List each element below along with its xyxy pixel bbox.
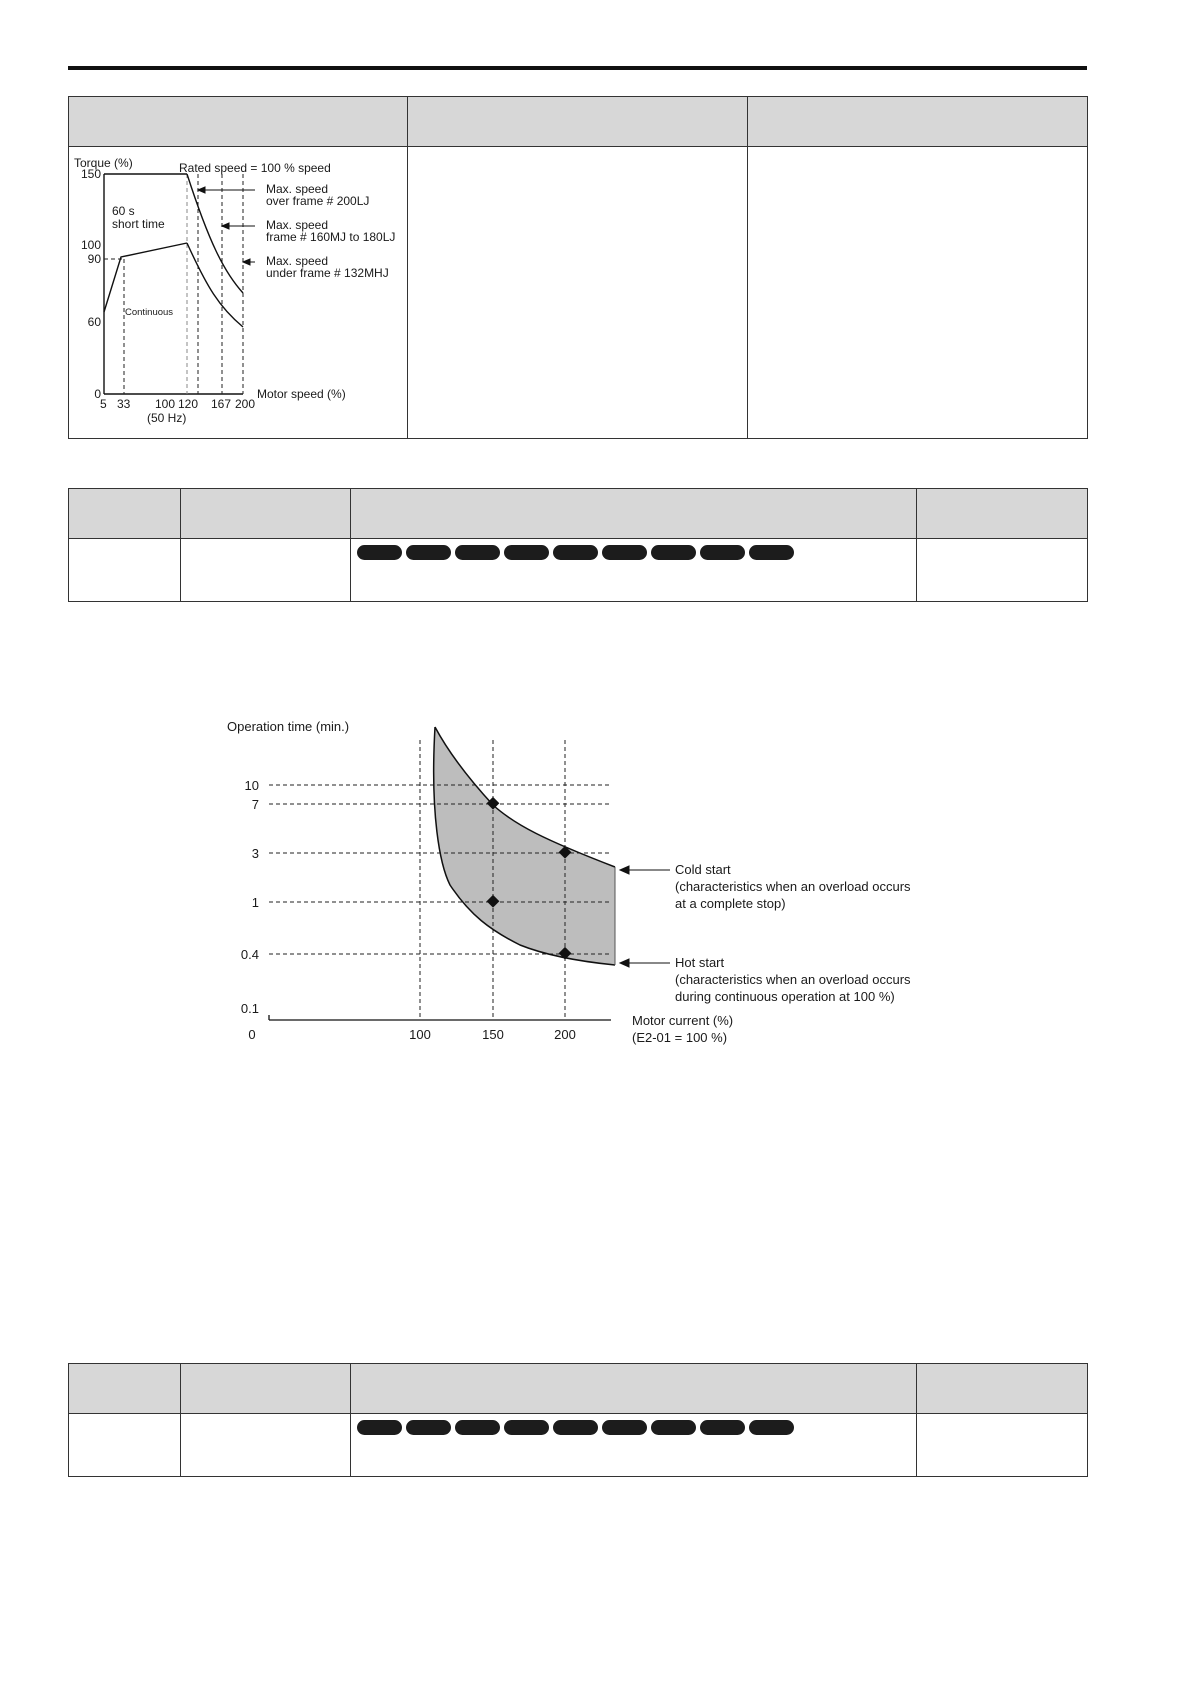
- y-tick-label: 0.4: [240, 947, 259, 962]
- control-mode-badge: [406, 1420, 451, 1435]
- table-row: [69, 147, 1088, 439]
- y-axis-title: Operation time (min.): [227, 719, 350, 734]
- y-tick-label: 150: [80, 167, 101, 181]
- control-mode-badge: [602, 545, 647, 560]
- header-cell: [351, 1364, 917, 1414]
- hot-start-label: Hot start: [675, 955, 725, 970]
- arrow-head: [243, 259, 250, 265]
- control-mode-badge: [749, 1420, 794, 1435]
- continuous-label: Continuous: [125, 307, 174, 318]
- header-cell: [181, 1364, 351, 1414]
- table-cell: [917, 1414, 1088, 1477]
- cold-start-desc-1: (characteristics when an overload occurs: [675, 879, 911, 894]
- hot-start-desc-1: (characteristics when an overload occurs: [675, 972, 911, 987]
- header-cell: [181, 489, 351, 539]
- y-axis-title: Torque (%): [74, 156, 133, 170]
- torque-characteristics-table: [68, 96, 1088, 439]
- header-cell: [69, 489, 181, 539]
- table-row: [69, 1414, 1088, 1477]
- description-cell: [748, 147, 1088, 439]
- continuous-torque-line: [104, 243, 187, 312]
- table-cell: [351, 539, 917, 602]
- arrow-head: [222, 223, 229, 229]
- parameter-table-1: [68, 488, 1088, 602]
- torque-chart-cell: [69, 147, 408, 439]
- cold-start-label: Cold start: [675, 862, 731, 877]
- control-mode-badge: [406, 545, 451, 560]
- y-tick-label: 1: [251, 895, 259, 910]
- control-mode-badge: [749, 545, 794, 560]
- y-tick-label: 10: [244, 778, 259, 793]
- table-cell: [351, 1414, 917, 1477]
- table-cell: [69, 1414, 181, 1477]
- description-cell: [408, 147, 748, 439]
- short-time-label-2: short time: [112, 217, 165, 231]
- y-tick-label: 60: [87, 315, 101, 329]
- x-tick-label: 33: [117, 397, 131, 411]
- x-axis-title: Motor speed (%): [257, 387, 346, 401]
- control-mode-badge: [651, 545, 696, 560]
- parameter-table-2: [68, 1363, 1088, 1477]
- control-mode-badge: [455, 1420, 500, 1435]
- x-axis-title: Motor current (%): [632, 1013, 734, 1028]
- control-mode-badge: [553, 1420, 598, 1435]
- table-cell: [69, 539, 181, 602]
- table-row: [69, 539, 1088, 602]
- control-mode-badge: [357, 1420, 402, 1435]
- control-mode-badge: [700, 1420, 745, 1435]
- x-axis-subtitle: (E2-01 = 100 %): [632, 1030, 728, 1045]
- x-tick-label: 5: [100, 397, 107, 411]
- arrow-head: [620, 866, 629, 874]
- control-mode-badge: [553, 545, 598, 560]
- continuous-falloff-curve: [187, 243, 243, 327]
- arrow-head: [620, 959, 629, 967]
- table-cell: [181, 1414, 351, 1477]
- x-axis-subtitle: (50 Hz): [147, 411, 187, 425]
- cold-start-desc-2: at a complete stop): [675, 896, 786, 911]
- max-speed-2-line2: frame # 160MJ to 180LJ: [266, 230, 396, 244]
- arrow-head: [198, 187, 205, 193]
- control-mode-badge: [357, 545, 402, 560]
- table-cell: [181, 539, 351, 602]
- y-tick-label: 90: [87, 252, 101, 266]
- table-header-row: [69, 97, 1088, 147]
- header-cell: [351, 489, 917, 539]
- max-speed-3-line2: under frame # 132MHJ: [266, 266, 389, 280]
- overload-characteristics-chart: [215, 715, 975, 1055]
- x-tick-label: 150: [482, 1027, 504, 1042]
- x-tick-label: 167: [211, 397, 232, 411]
- control-mode-badge: [504, 545, 549, 560]
- short-time-falloff-curve: [187, 174, 243, 293]
- max-speed-3-line1: Max. speed: [266, 254, 329, 268]
- control-mode-badge: [700, 545, 745, 560]
- y-tick-label: 0: [94, 387, 101, 401]
- header-cell: [408, 97, 748, 147]
- x-tick-label: 100: [155, 397, 176, 411]
- table-header-row: [69, 489, 1088, 539]
- x-tick-label: 200: [554, 1027, 576, 1042]
- max-speed-1-line2: over frame # 200LJ: [266, 194, 370, 208]
- rated-speed-label: Rated speed = 100 % speed: [179, 161, 331, 175]
- y-tick-label: 0.1: [240, 1001, 259, 1016]
- control-mode-badge: [504, 1420, 549, 1435]
- header-cell: [69, 1364, 181, 1414]
- control-mode-badges: [351, 1414, 916, 1435]
- header-cell: [748, 97, 1088, 147]
- header-cell: [69, 97, 408, 147]
- overload-zone-area: [434, 727, 615, 965]
- page-header-rule: [68, 66, 1087, 70]
- control-mode-badge: [455, 545, 500, 560]
- y-tick-label: 7: [251, 797, 259, 812]
- x-tick-label: 100: [409, 1027, 431, 1042]
- table-header-row: [69, 1364, 1088, 1414]
- y-tick-label: 3: [251, 846, 259, 861]
- y-tick-label: 100: [80, 238, 101, 252]
- header-cell: [917, 1364, 1088, 1414]
- max-speed-2-line1: Max. speed: [266, 218, 329, 232]
- table-cell: [917, 539, 1088, 602]
- max-speed-1-line1: Max. speed: [266, 182, 329, 196]
- x-tick-label: 120: [178, 397, 199, 411]
- x-tick-label: 0: [248, 1027, 256, 1042]
- control-mode-badges: [351, 539, 916, 560]
- control-mode-badge: [651, 1420, 696, 1435]
- short-time-label-1: 60 s: [112, 204, 135, 218]
- hot-start-desc-2: during continuous operation at 100 %): [675, 989, 895, 1004]
- control-mode-badge: [602, 1420, 647, 1435]
- torque-speed-chart: [69, 147, 408, 433]
- header-cell: [917, 489, 1088, 539]
- x-tick-label: 200: [235, 397, 256, 411]
